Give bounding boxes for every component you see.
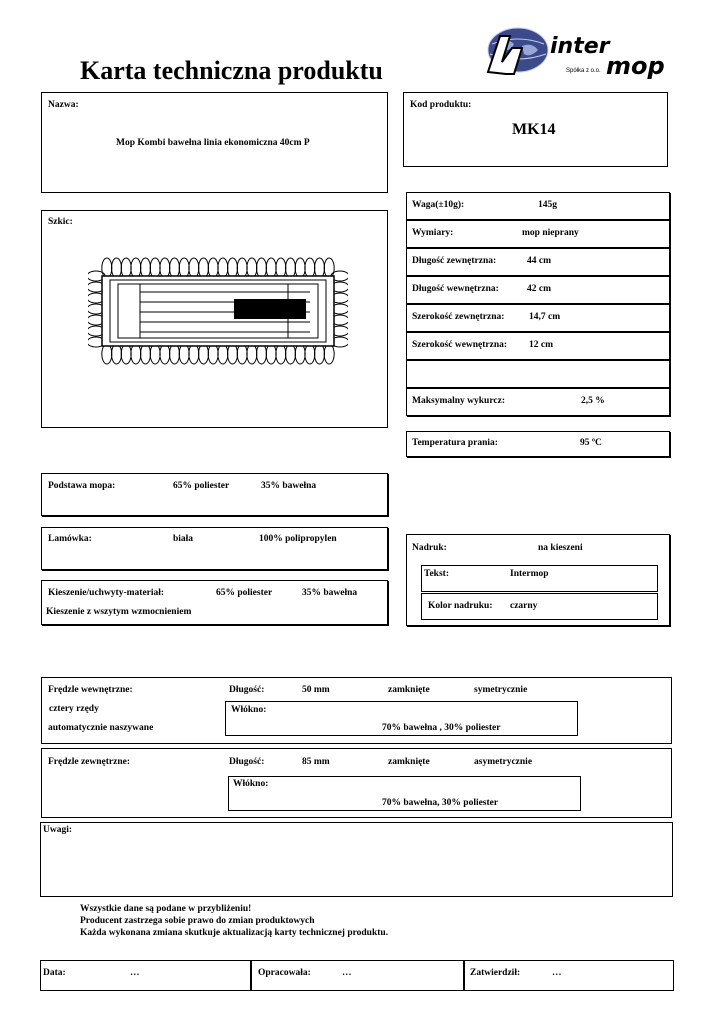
- fredzle-zew-typ: zamknięte: [388, 757, 430, 767]
- fredzle-wew-rows: cztery rzędy: [49, 704, 99, 714]
- data-label: Data:: [43, 968, 66, 978]
- temperatura-label: Temperatura prania:: [412, 438, 498, 448]
- kieszenie-v2: 35% bawełna: [302, 588, 358, 598]
- logo-tagline: Spółka z o.o.: [566, 68, 601, 74]
- spec-value: mop nieprany: [522, 228, 579, 238]
- lamowka-label: Lamówka:: [48, 534, 92, 544]
- szkic-label: Szkic:: [48, 217, 73, 227]
- uwagi-box: [40, 822, 673, 897]
- nadruk-kolor-label: Kolor nadruku:: [428, 601, 493, 611]
- page-title: Karta techniczna produktu: [80, 56, 383, 85]
- nadruk-tekst-label: Tekst:: [424, 569, 449, 579]
- note-line: Wszystkie dane są podane w przybliżeniu!: [80, 904, 252, 914]
- fredzle-zew-dl-label: Długość:: [229, 757, 265, 767]
- zatwierdzil-value: …: [552, 968, 562, 978]
- zatwierdzil-label: Zatwierdził:: [470, 968, 521, 978]
- fredzle-wew-sym: symetrycznie: [474, 685, 528, 695]
- fredzle-zew-wlokno-label: Włókno:: [233, 779, 269, 789]
- nadruk-tekst-value: Intermop: [510, 569, 549, 579]
- fredzle-wew-wlokno-value: 70% bawełna , 30% poliester: [382, 723, 501, 733]
- lamowka-v1: biała: [173, 534, 194, 544]
- podstawa-box: [41, 473, 388, 516]
- kod-value: MK14: [512, 121, 556, 138]
- fredzle-zew-sym: asymetrycznie: [474, 757, 533, 767]
- mop-sketch: [88, 256, 348, 366]
- spec-label: Szerokość zewnętrzna:: [412, 312, 505, 322]
- lamowka-v2: 100% polipropylen: [259, 534, 337, 544]
- spec-value: 14,7 cm: [529, 312, 561, 322]
- spec-label: Długość zewnętrzna:: [412, 256, 497, 266]
- fredzle-wew-dl-label: Długość:: [229, 685, 265, 695]
- spec-value: 2,5 %: [581, 396, 605, 406]
- nazwa-label: Nazwa:: [48, 100, 79, 110]
- fredzle-wew-dl-value: 50 mm: [302, 685, 330, 695]
- nadruk-label: Nadruk:: [412, 543, 447, 553]
- kod-label: Kod produktu:: [410, 100, 472, 110]
- nazwa-value: Mop Kombi bawełna linia ekonomiczna 40cm P: [116, 138, 310, 148]
- note-line: Każda wykonana zmiana skutkuje aktualizacją karty technicznej produktu.: [80, 928, 389, 938]
- fredzle-zew-wlokno-value: 70% bawełna, 30% poliester: [382, 798, 499, 808]
- spec-label: Wymiary:: [412, 228, 454, 238]
- company-logo: [478, 22, 674, 90]
- fredzle-wew-mode: automatycznie naszywane: [48, 723, 154, 733]
- opracowala-label: Opracowała:: [258, 968, 311, 978]
- fredzle-wew-typ: zamknięte: [388, 685, 430, 695]
- note-line: Producent zastrzega sobie prawo do zmian produktowych: [80, 916, 315, 926]
- nadruk-value: na kieszeni: [538, 543, 583, 553]
- nadruk-kolor-value: czarny: [510, 601, 538, 611]
- podstawa-v2: 35% bawełna: [261, 481, 317, 491]
- fredzle-zew-dl-value: 85 mm: [302, 757, 330, 767]
- kieszenie-label: Kieszenie/uchwyty-materiał:: [48, 588, 165, 598]
- spec-value: 12 cm: [529, 340, 554, 350]
- podstawa-v1: 65% poliester: [173, 481, 230, 491]
- fredzle-zew-label: Frędzle zewnętrzne:: [48, 757, 131, 767]
- logo-brand-mop: mop: [606, 52, 665, 80]
- data-value: …: [130, 968, 140, 978]
- podstawa-label: Podstawa mopa:: [48, 481, 116, 491]
- logo-brand-inter: inter: [550, 34, 610, 59]
- fredzle-wew-label: Frędzle wewnętrzne:: [48, 685, 133, 695]
- spec-value: 44 cm: [527, 256, 552, 266]
- spec-label: Waga(±10g):: [412, 200, 465, 210]
- footer-divider: [250, 960, 252, 991]
- spec-value: 145g: [538, 200, 557, 210]
- uwagi-label: Uwagi:: [43, 825, 73, 835]
- fredzle-wew-wlokno-label: Włókno:: [231, 705, 267, 715]
- spec-label: Szerokość wewnętrzna:: [412, 340, 508, 350]
- temperatura-value: 95 ºC: [580, 438, 602, 448]
- spec-row: [406, 360, 670, 388]
- spec-label: Długość wewnętrzna:: [412, 284, 499, 294]
- spec-label: Maksymalny wykurcz:: [412, 396, 505, 406]
- kieszenie-box: [41, 580, 388, 625]
- spec-value: 42 cm: [527, 284, 552, 294]
- opracowala-value: …: [342, 968, 352, 978]
- kieszenie-note: Kieszenie z wszytym wzmocnieniem: [46, 607, 192, 617]
- footer-divider: [463, 960, 465, 991]
- mop-sketch-icon: [88, 256, 348, 366]
- kieszenie-v1: 65% poliester: [216, 588, 273, 598]
